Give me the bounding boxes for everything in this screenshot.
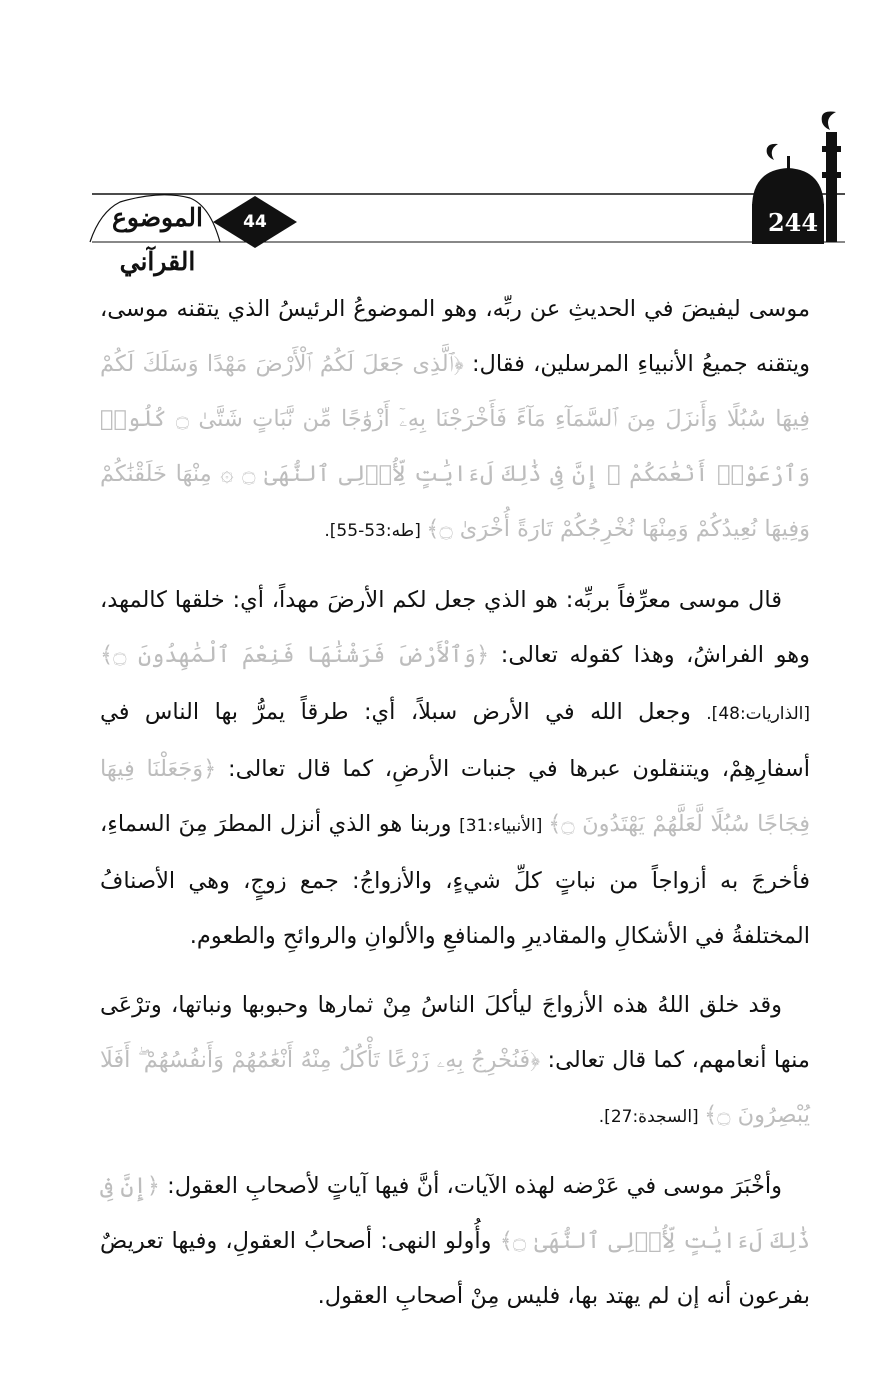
text-segment: وجعل الله في الأرض سبلاً، أي: طرقاً يمرُّ بها الناس في أسفارِهِمْ، ويتنقلون عبرها في جنبات الأرضِ، كما قال تعالى:	[100, 699, 810, 782]
text-segment: وأُولو النهى: أصحابُ العقولِ، وفيها تعريضٌ بفرعون أنه إن لم يهتد بها، فليس مِنْ أصحابِ العقول.	[100, 1228, 810, 1309]
text-segment: وأخْبَرَ موسى في عَرْضه لهذه الآيات، أنَّ فيها آياتٍ لأصحابِ العقول:	[159, 1173, 782, 1199]
page-header	[0, 0, 875, 276]
quran-verse: ﴿إِنَّ فِى ذَٰلِكَ لَءَايَٰتٍ لِّأُو۟لِى ٱلنُّهَىٰ ۝﴾	[100, 1173, 810, 1254]
quran-verse: ﴿وَجَعَلْنَا فِيهَا فِجَاجًا سُبُلًا لَّعَلَّهُمْ يَهْتَدُونَ ۝﴾	[100, 756, 811, 837]
quran-verse: ﴿وَٱلْأَرْضَ فَرَشْنَٰهَا فَنِعْمَ ٱلْمَٰهِدُونَ ۝﴾	[100, 642, 490, 668]
page-number: 244	[767, 208, 819, 237]
paragraph-3	[100, 978, 810, 1145]
verse-reference: [الأنبياء:31]	[459, 816, 549, 836]
quran-verse: ﴿فَنُخْرِجُ بِهِۦ زَرْعًا تَأْكُلُ مِنْهُ أَنْعَٰمُهُمْ وَأَنفُسُهُمْ ۖ أَفَلَا يُبْصِرُونَ ۝﴾	[100, 1047, 810, 1128]
text-segment: وربنا هو الذي أنزل المطرَ مِنَ السماءِ، فأخرجَ به أزواجاً من نباتٍ كلِّ شيءٍ، والأزواجُ: جمع زوجٍ، وهي الأصنافُ المختلفةُ في الأشكالِ والمقاديرِ والمنافعِ والألوانِ والروائحِ والطعوم.	[100, 811, 810, 949]
verse-reference: [الذاريات:48].	[706, 704, 810, 724]
chapter-number: 44	[243, 212, 267, 232]
paragraph-2	[100, 573, 810, 964]
text-segment: قال موسى معرِّفاً بربِّه: هو الذي جعل لكم الأرضَ مهداً، أي: خلقها كالمهد، وهو الفراشُ، وهذا كقوله تعالى:	[100, 587, 811, 668]
page-body	[100, 282, 810, 1338]
paragraph-1	[100, 282, 810, 559]
text-segment: موسى ليفيضَ في الحديثِ عن ربِّه، وهو الموضوعُ الرئيسُ الذي يتقنه موسى، ويتقنه جميعُ الأنبياءِ المرسلين، فقال:	[100, 296, 810, 377]
quran-verse: ﴿ٱلَّذِى جَعَلَ لَكُمُ ٱلْأَرْضَ مَهْدًا وَسَلَكَ لَكُمْ فِيهَا سُبُلًا وَأَنزَلَ مِنَ ٱلسَّمَآءِ مَآءً فَأَخْرَجْنَا بِهِۦٓ أَزْوَٰجًا مِّن نَّبَاتٍ شَتَّىٰ ۝ كُلُوا۟ وَٱرْعَوْا۟ أَنْعَٰمَكُمْ ۗ إِنَّ فِى ذَٰلِكَ لَءَايَٰتٍ لِّأُو۟لِى ٱلنُّهَىٰ ۝ ۞ مِنْهَا خَلَقْنَٰكُمْ وَفِيهَا نُعِيدُكُمْ وَمِنْهَا نُخْرِجُكُمْ تَارَةً أُخْرَىٰ ۝﴾	[100, 351, 811, 542]
verse-reference: [السجدة:27].	[598, 1107, 705, 1127]
book-title: الموضوع القرآني	[112, 203, 203, 276]
verse-reference: [طه:53-55].	[324, 521, 427, 541]
text-segment: وقد خلق اللهُ هذه الأزواجَ ليأكلَ الناسُ مِنْ ثمارها وحبوبها ونباتها، وترْعَى منها أنعامهم، كما قال تعالى:	[100, 992, 810, 1073]
paragraph-4	[100, 1159, 810, 1324]
